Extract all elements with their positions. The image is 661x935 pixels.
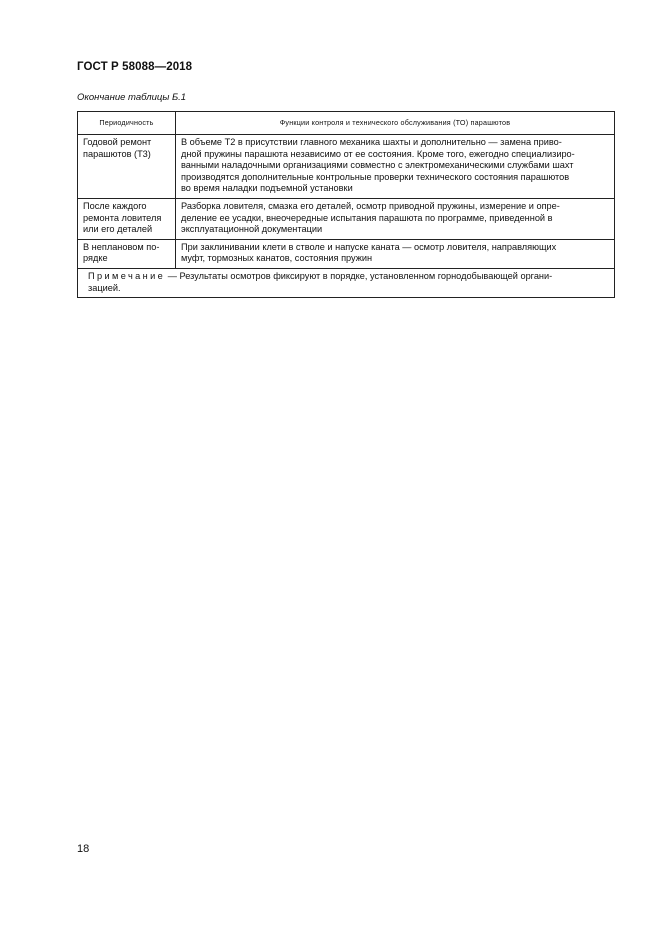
functions-cell: [176, 239, 615, 268]
maintenance-table: [77, 111, 615, 298]
functions-line: В объеме Т2 в присутствии главного механика шахты и дополнительно — замена приво-: [181, 137, 562, 147]
functions-cell: [176, 135, 615, 199]
functions-line: дной пружины парашюта независимо от ее состояния. Кроме того, ежегодно специализиро-: [181, 148, 575, 159]
functions-line: При заклинивании клети в стволе и напуске каната — осмотр ловителя, направляющих: [181, 241, 557, 252]
period-line: В неплановом по-: [83, 241, 160, 252]
functions-line: Разборка ловителя, смазка его деталей, осмотр приводной пружины, измерение и опре-: [181, 200, 560, 211]
period-line: или его деталей: [83, 224, 153, 235]
period-line: парашютов (Т3): [83, 148, 151, 159]
table-row: [78, 135, 615, 199]
functions-line: муфт, тормозных канатов, состояния пружин: [181, 253, 373, 264]
period-line: рядке: [83, 253, 108, 264]
functions-line: ванными наладочными организациями совместно с электромеханическими службами шахт: [181, 160, 574, 171]
column-header-functions: Функции контроля и технического обслуживания (ТО) парашютов: [176, 112, 615, 135]
period-cell: [78, 135, 176, 199]
functions-line: во время наладки подъемной установки: [181, 183, 353, 194]
period-cell: [78, 239, 176, 268]
note-line: зацией.: [88, 282, 121, 293]
table-row: [78, 198, 615, 239]
note-label: Примечание: [88, 270, 166, 281]
page-number: 18: [77, 843, 90, 855]
period-line: Годовой ремонт: [83, 137, 152, 147]
period-line: После каждого: [83, 200, 147, 211]
document-code: ГОСТ Р 58088—2018: [77, 61, 193, 73]
period-cell: [78, 198, 176, 239]
note-text: — Результаты осмотров фиксируют в порядке, установленном горнодобывающей органи-: [165, 270, 553, 281]
table-note: [78, 268, 615, 297]
functions-line: деление ее усадки, внеочередные испытания парашюта по программе, приведенной в: [181, 212, 553, 223]
column-header-period: Периодичность: [78, 112, 176, 135]
table-note-row: [78, 268, 615, 297]
table-row: [78, 239, 615, 268]
note-line: [88, 271, 608, 283]
period-line: ремонта ловителя: [83, 212, 162, 223]
functions-line: производятся дополнительные контрольные проверки технического состояния парашютов: [181, 171, 570, 182]
functions-cell: [176, 198, 615, 239]
functions-line: эксплуатационной документации: [181, 224, 323, 235]
table-caption: Окончание таблицы Б.1: [77, 92, 187, 103]
table-header-row: [78, 112, 615, 135]
